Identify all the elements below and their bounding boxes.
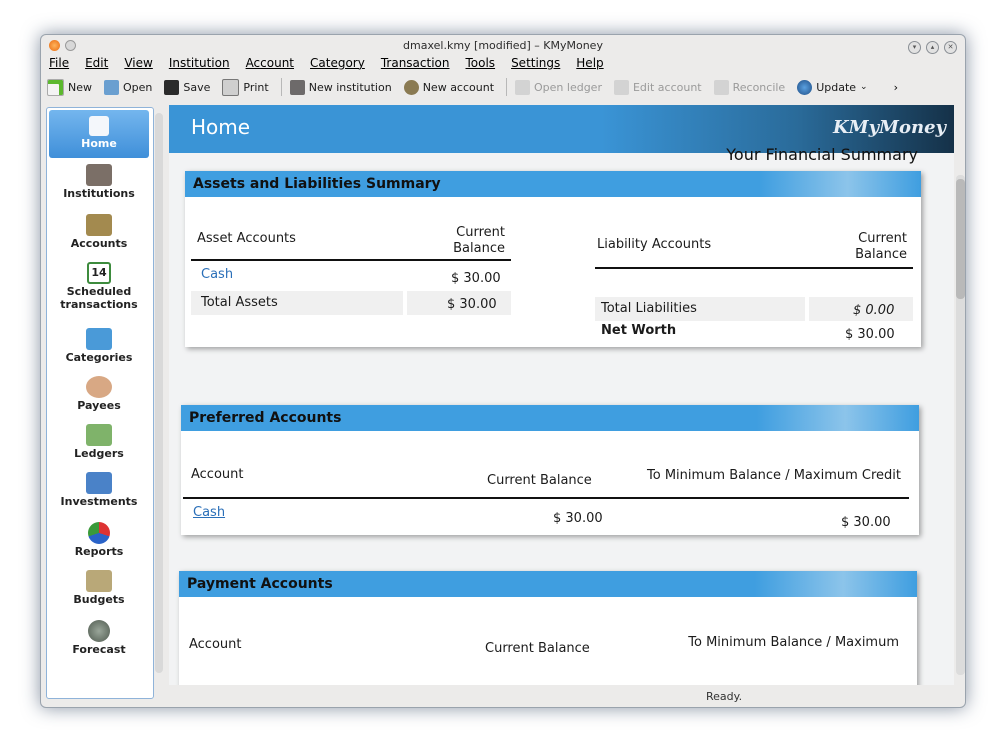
payees-icon [86,376,112,398]
new-file-icon [47,79,64,96]
window-title: dmaxel.kmy [modified] – KMyMoney [403,39,603,52]
menu-transaction[interactable]: Transaction [380,56,450,70]
divider [191,259,511,261]
asset-cash-balance: $ 30.00 [451,271,501,286]
toolbar-separator [281,78,282,96]
update-label: Update [816,80,857,94]
sticky-icon[interactable] [65,40,76,51]
print-button-label: Print [243,80,269,94]
home-icon [89,116,109,136]
payment-accounts-card [179,571,917,685]
asset-account-cash-link[interactable]: Cash [201,267,234,282]
sidebar-scrollbar[interactable] [155,113,163,673]
save-button-label: Save [183,80,211,94]
new-account-label: New account [422,80,495,94]
sidebar-item-label: Scheduled transactions [60,285,138,311]
account-column-header: Account [189,637,242,652]
menu-bar [49,56,604,74]
investments-icon [86,472,112,494]
menu-settings[interactable]: Settings [511,56,561,70]
scrollbar-thumb[interactable] [956,179,965,299]
preferred-account-cash-link[interactable]: Cash [193,505,226,520]
preferred-cash-minmax: $ 30.00 [841,515,891,530]
sidebar-item-label: Accounts [70,237,128,250]
financial-summary-title: Your Financial Summary [726,145,918,164]
minimize-icon[interactable]: ▾ [908,41,921,54]
menu-view[interactable]: View [124,56,153,70]
sidebar-item-forecast[interactable] [49,620,149,656]
sidebar-item-ledgers[interactable] [49,424,149,460]
new-button-label: New [68,80,92,94]
edit-account-icon [614,80,629,95]
page-title: Home [191,115,251,139]
menu-file[interactable]: File [49,56,70,70]
menu-institution[interactable]: Institution [168,56,230,70]
app-logo: KMyMoney [833,117,946,138]
update-button[interactable] [797,80,867,95]
total-liabilities-value: $ 0.00 [853,303,895,318]
scales-icon [714,80,729,95]
open-button-label: Open [123,80,153,94]
ledgers-icon [86,424,112,446]
account-column-header: Account [191,467,244,482]
sidebar-item-scheduled[interactable] [49,262,149,311]
new-institution-label: New institution [308,80,392,94]
open-ledger-label: Open ledger [534,80,602,94]
menu-edit[interactable]: Edit [85,56,109,70]
balance-column-header: Current Balance [487,473,592,488]
total-liabilities-label: Total Liabilities [601,301,697,316]
new-account-button[interactable] [404,80,494,95]
title-bar [41,35,965,57]
asset-balance-header: Current Balance [453,225,505,256]
close-icon[interactable]: ✕ [944,41,957,54]
sidebar-item-label: Reports [74,545,124,558]
printer-icon [222,79,239,96]
menu-help[interactable]: Help [576,56,604,70]
sidebar-item-home[interactable] [49,110,149,158]
home-view [169,105,954,685]
sidebar-item-label: Forecast [72,643,126,656]
institutions-icon [86,164,112,186]
ledger-icon [515,80,530,95]
divider [183,497,909,499]
new-button[interactable] [47,79,92,96]
content-scrollbar[interactable] [956,175,965,675]
open-button[interactable] [104,80,152,95]
save-disk-icon [164,80,179,95]
status-text: Ready. [706,690,743,703]
menu-account[interactable]: Account [245,56,295,70]
sidebar-item-label: Home [81,137,117,150]
section-header: Assets and Liabilities Summary [185,171,921,197]
toolbar-separator [506,78,507,96]
status-bar [41,687,965,705]
new-institution-button[interactable] [290,80,392,95]
sidebar-item-accounts[interactable] [49,214,149,250]
accounts-icon [86,214,112,236]
app-window [40,34,966,708]
net-worth-value: $ 30.00 [845,327,895,342]
maximize-icon[interactable]: ▴ [926,41,939,54]
sidebar-item-budgets[interactable] [49,570,149,606]
new-account-icon [404,80,419,95]
calendar-icon: 14 [87,262,111,284]
net-worth-label: Net Worth [601,323,677,338]
open-folder-icon [104,80,119,95]
sidebar-item-label: Budgets [73,593,125,606]
sidebar-item-label: Payees [77,399,121,412]
forecast-icon [88,620,110,642]
globe-icon [797,80,812,95]
open-ledger-button[interactable] [515,80,602,95]
liability-balance-header: Current Balance [855,231,907,262]
asset-accounts-header: Asset Accounts [197,231,296,246]
sidebar-item-institutions[interactable] [49,164,149,200]
total-assets-value: $ 30.00 [447,297,497,312]
sidebar-item-payees[interactable] [49,376,149,412]
toolbar [47,75,898,99]
sidebar-item-label: Ledgers [74,447,124,460]
section-header: Preferred Accounts [181,405,919,431]
menu-tools[interactable]: Tools [465,56,496,70]
reconcile-button[interactable] [714,80,786,95]
total-assets-label: Total Assets [201,295,278,310]
sidebar-item-categories[interactable] [49,328,149,364]
save-button[interactable] [164,80,210,95]
edit-account-label: Edit account [632,80,702,94]
sidebar-item-label: Institutions [63,187,135,200]
reconcile-label: Reconcile [732,80,786,94]
reports-icon [88,522,110,544]
sidebar-item-investments[interactable] [49,472,149,508]
budgets-icon [86,570,112,592]
app-menu-icon[interactable] [49,40,60,51]
liability-accounts-header: Liability Accounts [597,237,712,252]
sidebar-item-label: Investments [60,495,138,508]
sidebar-item-label: Categories [65,351,133,364]
categories-icon [86,328,112,350]
balance-column-header: Current Balance [485,641,590,656]
section-header: Payment Accounts [179,571,917,597]
assets-liabilities-card [185,171,921,347]
preferred-cash-balance: $ 30.00 [553,511,603,526]
toolbar-overflow-icon[interactable]: › [893,80,898,94]
print-button[interactable] [222,79,268,96]
minmax-column-header: To Minimum Balance / Maximum [688,635,899,650]
dropdown-arrow-icon[interactable]: ⌄ [860,82,868,92]
preferred-accounts-card [181,405,919,535]
menu-category[interactable]: Category [310,56,365,70]
divider [595,267,913,269]
minmax-column-header: To Minimum Balance / Maximum Credit [647,468,901,483]
bank-icon [290,80,305,95]
navigation-sidebar [46,107,154,699]
sidebar-item-reports[interactable] [49,522,149,558]
edit-account-button[interactable] [614,80,702,95]
